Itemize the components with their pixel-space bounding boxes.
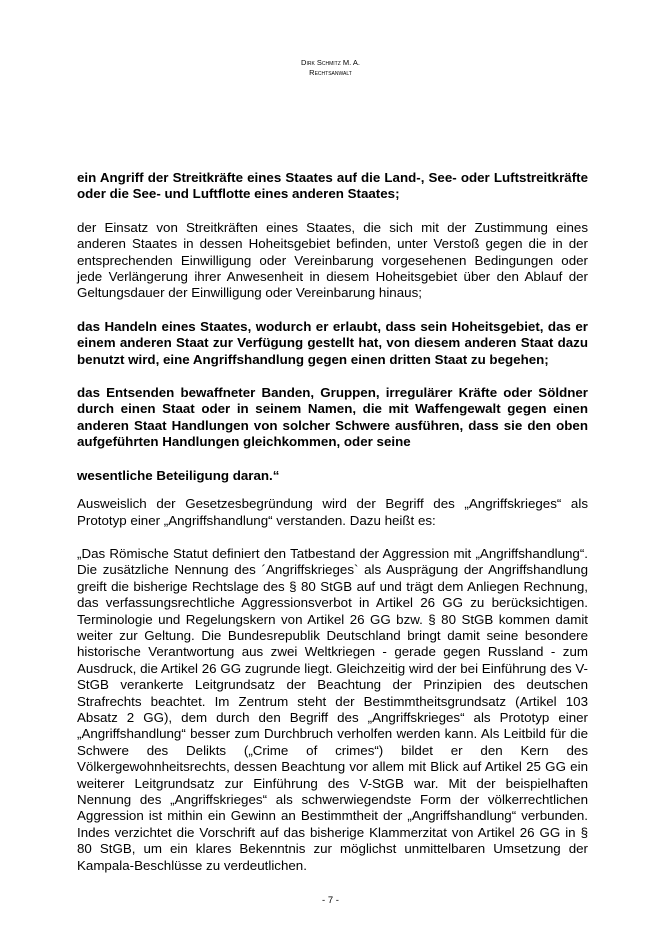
letterhead-author: Dirk Schmitz M. A. — [301, 58, 360, 67]
paragraph-participation: wesentliche Beteiligung daran.“ — [77, 467, 280, 483]
paragraph-stationed-forces: der Einsatz von Streitkräften eines Staates, die sich mit der Zustimmung eines anderen Staates in dessen Hoheitsgebiet befinden, unter Verstoß gegen die in der entsprechenden Einwilligung oder Vereinbarung vorgesehenen Bedingungen oder jede Verlängerung ihrer Anwesenheit in diesem Hoheitsgebiet über den Ablauf der Geltungsdauer der Einwilligung oder Vereinbarung hinaus; — [77, 219, 588, 301]
body-text — [77, 170, 588, 891]
paragraph-quotation: „Das Römische Statut definiert den Tatbestand der Aggression mit „Angriffshandlung“. Die zusätzliche Nennung des ´Angriffskrieges` als Ausprägung der Angriffshandlung greift die bisherige Rechtslage des § 80 StGB auf und trägt dem Anliegen Rechnung, das verfassungsrechtliche Aggressionsverbot in Artikel 26 GG zu berücksichtigen. Terminologie und Regelungskern von Artikel 26 GG bzw. § 80 StGB kommen damit weiter zur Geltung. Die Bundesrepublik Deutschland bringt damit seine besondere historische Verantwortung aus zwei Weltkriegen - gerade gegen Russland - zum Ausdruck, die Artikel 26 GG zugrunde liegt. Gleichzeitig wird der bei Einführung des V-StGB verankerte Leitgrundsatz der Beachtung der Prinzipien des deutschen Strafrechts beachtet. Im Zentrum steht der Bestimmtheitsgrundsatz (Artikel 103 Absatz 2 GG), dem durch den Begriff des „Angriffskrieges“ als Prototyp einer „Angriffshandlung“ besser zum Durchbruch verholfen werden kann. Als Leitbild für die Schwere des Delikts („Crime of crimes“) bildet er den Kern des Völkergewohnheitsrechts, dessen Beachtung vor allem mit Blick auf Artikel 25 GG ein weiterer Leitgrundsatz zur Einführung des V-StGB war. Mit der beispielhaften Nennung des „Angriffskrieges“ als schwerwiegendste Form der völkerrechtlichen Aggression ist mithin ein Gewinn an Bestimmtheit der „Angriffshandlung“ verbunden. Indes verzichtet die Vorschrift auf das bisherige Klammerzitat von Artikel 26 GG in § 80 StGB, um ein klares Bekenntnis zur möglichst unmittelbaren Umsetzung der Kampala-Beschlüsse zu verdeutlichen. — [77, 545, 588, 873]
paragraph-armed-bands: das Entsenden bewaffneter Banden, Gruppen, irregulärer Kräfte oder Söldner durch einen Staat oder in seinem Namen, die mit Waffengewalt gegen einen anderen Staat Handlungen von solcher Schwere ausführen, dass sie den oben aufgeführten Handlungen gleichkommen, oder seine — [77, 385, 588, 450]
paragraph-territory-use: das Handeln eines Staates, wodurch er erlaubt, dass sein Hoheitsgebiet, das er einem anderen Staat zur Verfügung gestellt hat, von diesem anderen Staat dazu benutzt wird, eine Angriffshandlung gegen einen dritten Staat zu begehen; — [77, 318, 588, 367]
letterhead-title: Rechtsanwalt — [309, 68, 352, 77]
page-number: - 7 - — [322, 895, 339, 906]
letterhead — [0, 58, 661, 78]
paragraph-explanation-intro: Ausweislich der Gesetzesbegründung wird der Begriff des „Angriffskrieges“ als Prototyp einer „Angriffshandlung“ verstanden. Dazu heißt es: — [77, 496, 588, 528]
paragraph-attack-armed-forces: ein Angriff der Streitkräfte eines Staates auf die Land-, See- oder Luftstreitkräfte oder die See- und Luftflotte eines anderen Staates; — [77, 170, 588, 202]
